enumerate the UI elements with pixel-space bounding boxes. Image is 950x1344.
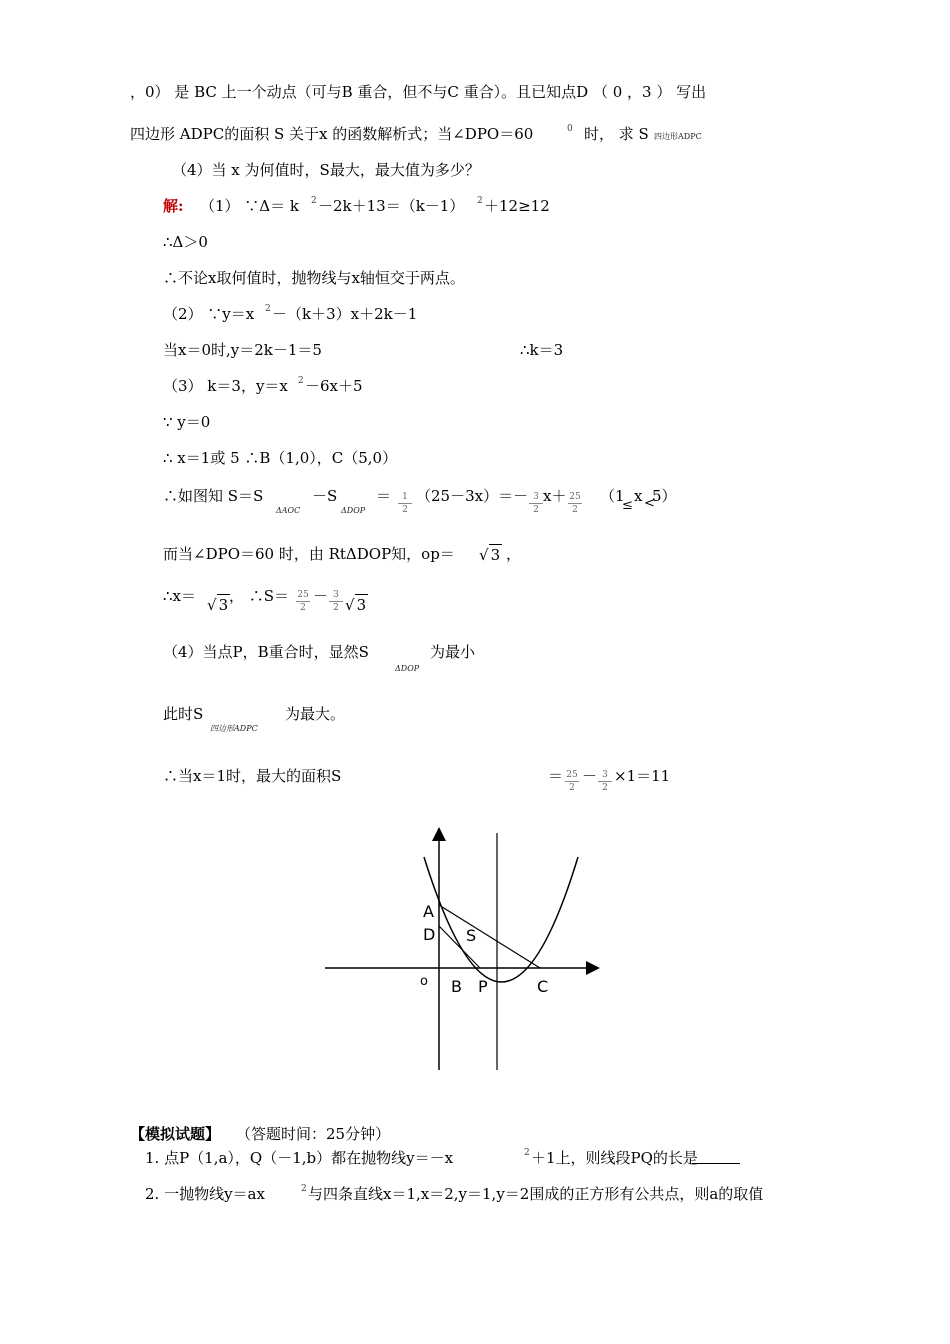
parabola-curve bbox=[424, 857, 578, 982]
solution-3-line-2: ∵ y＝0 bbox=[163, 413, 211, 431]
question-4: （4）当 x 为何值时，S最大，最大值为多少？ bbox=[172, 161, 480, 179]
solution-4: （4）当点P，B重合时，显然S bbox=[163, 643, 369, 661]
solution-2b: －（k＋3）x＋2k－1 bbox=[272, 305, 418, 323]
area-formula-d: （25－3x）＝－ bbox=[416, 487, 529, 505]
area-sub-aoc: ΔAOC bbox=[276, 506, 301, 515]
sqrt-3-c: √ 3 bbox=[345, 596, 367, 614]
solution-1-sup: 2 bbox=[311, 196, 317, 206]
degree-sup: 0 bbox=[567, 124, 573, 134]
area-formula-c: ＝ bbox=[376, 487, 392, 505]
solution-4b: 为最小 bbox=[430, 643, 476, 661]
angle-line-end: ， bbox=[506, 545, 522, 563]
solution-1-line-3: ∴不论x取何值时，抛物线与x轴恒交于两点。 bbox=[163, 269, 465, 287]
exercise-1b: ＋1上，则线段PQ的长是 bbox=[531, 1149, 698, 1167]
solution-4-line-3: ∴当x＝1时，最大的面积S bbox=[163, 767, 342, 785]
x-value-line: ∴x＝ bbox=[163, 587, 197, 605]
solution-1c: ＋12≥12 bbox=[484, 197, 550, 215]
area-formula-a: ∴如图知 S＝S bbox=[163, 487, 264, 505]
domain-close: 5） bbox=[652, 487, 677, 505]
exercise-heading: 【模拟试题】 bbox=[130, 1125, 221, 1143]
solution-4-line-3-minus: － bbox=[582, 767, 598, 785]
parabola-figure bbox=[320, 825, 610, 1075]
fraction-three-halves-c: 3 2 bbox=[598, 770, 612, 793]
problem-line-2: 四边形 ADPC的面积 S 关于x 的函数解析式；当∠DPO＝60 bbox=[130, 125, 534, 143]
label-s: S bbox=[466, 926, 477, 945]
solution-4-line-2-sub: 四边形ADPC bbox=[210, 724, 258, 733]
solution-3b: －6x＋5 bbox=[305, 377, 363, 395]
y-axis-arrow bbox=[432, 827, 446, 841]
solution-2-line-2a: 当x＝0时,y＝2k－1＝5 bbox=[163, 341, 322, 359]
domain-open: （1 bbox=[600, 487, 625, 505]
solution-3-line-3: ∴ x＝1或 5 ∴B（1,0），C（5,0） bbox=[163, 449, 398, 467]
domain-x: x bbox=[634, 487, 643, 505]
domain-lt: < bbox=[644, 496, 655, 511]
label-c: C bbox=[537, 977, 549, 996]
exercise-2b: 与四条直线x＝1,x＝2,y＝1,y＝2围成的正方形有公共点，则a的取值 bbox=[308, 1185, 764, 1203]
problem-line-1: ，0） 是 BC 上一个动点（可与B 重合，但不与C 重合）。且已知点D （ 0 ，3 ） 写出 bbox=[130, 83, 707, 101]
solution-label: 解: bbox=[163, 197, 184, 215]
solution-2-sup: 2 bbox=[265, 304, 271, 314]
solution-4-line-3-eq: ＝ bbox=[548, 767, 564, 785]
s-value-line: ， ∴S＝ bbox=[229, 587, 290, 605]
fraction-one-half: 1 2 bbox=[398, 492, 412, 515]
label-o: o bbox=[420, 974, 428, 989]
solution-3: （3） k＝3，y＝x bbox=[163, 377, 288, 395]
domain-leq: ≤ bbox=[622, 498, 633, 513]
area-formula-b: －S bbox=[312, 487, 338, 505]
fraction-25-halves-b: 25 2 bbox=[297, 590, 309, 613]
area-subscript: 四边形ADPC bbox=[654, 132, 702, 141]
solution-1: （1） ∵Δ＝ k bbox=[200, 197, 300, 215]
sqrt-3-a: √ 3 bbox=[479, 546, 501, 564]
solution-4-line-3-result: ×1＝11 bbox=[614, 767, 671, 785]
label-a: A bbox=[423, 902, 434, 921]
label-p: P bbox=[478, 977, 488, 996]
solution-3-sup: 2 bbox=[298, 376, 304, 386]
solution-4-sub: ΔDOP bbox=[395, 664, 420, 673]
angle-line: 而当∠DPO＝60 时，由 RtΔDOP知，op＝ bbox=[163, 545, 455, 563]
solution-4-line-2: 此时S bbox=[163, 705, 204, 723]
fraction-25-halves: 25 2 bbox=[569, 492, 581, 515]
fraction-25-halves-c: 25 2 bbox=[566, 770, 578, 793]
solution-2: （2） ∵y＝x bbox=[163, 305, 255, 323]
problem-line-2-tail: 时， 求 S bbox=[584, 125, 649, 143]
fraction-three-halves: 3 2 bbox=[529, 492, 543, 515]
exercise-2: 2. 一抛物线y＝ax bbox=[145, 1185, 265, 1203]
fraction-three-halves-b: 3 2 bbox=[329, 590, 343, 613]
label-d: D bbox=[423, 925, 436, 944]
s-value-minus: － bbox=[313, 587, 329, 605]
solution-1b: －2k＋13＝（k－1） bbox=[318, 197, 465, 215]
exercise-2-sup: 2 bbox=[301, 1184, 307, 1194]
solution-1-sup2: 2 bbox=[477, 196, 483, 206]
solution-4-line-2b: 为最大。 bbox=[285, 705, 346, 723]
sqrt-3-b: √ 3 bbox=[207, 596, 229, 614]
label-b: B bbox=[451, 977, 462, 996]
solution-2-line-2b: ∴k＝3 bbox=[520, 341, 564, 359]
area-formula-e: x＋ bbox=[543, 487, 567, 505]
solution-1-line-2: ∴Δ＞0 bbox=[163, 233, 208, 251]
answer-blank bbox=[692, 1163, 740, 1164]
exercise-1-sup: 2 bbox=[524, 1148, 530, 1158]
x-axis-arrow bbox=[586, 961, 600, 975]
exercise-note: （答题时间：25分钟） bbox=[236, 1125, 391, 1143]
exercise-1: 1. 点P（1,a），Q（－1,b）都在抛物线y＝－x bbox=[145, 1149, 454, 1167]
area-sub-dop: ΔDOP bbox=[341, 506, 366, 515]
